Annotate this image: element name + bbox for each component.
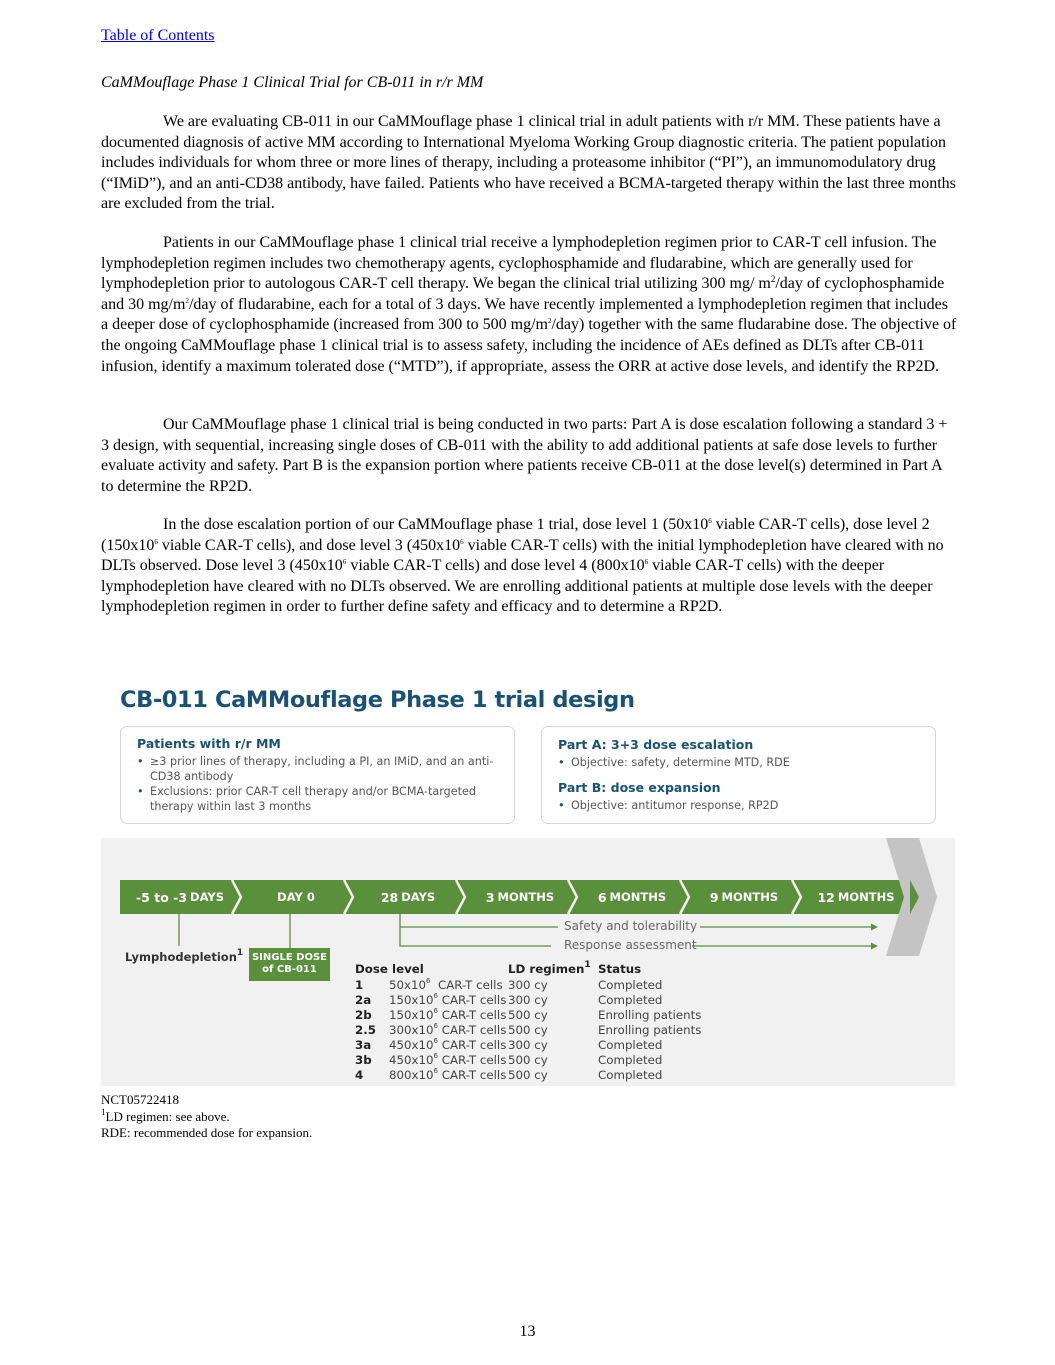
status-cell: Enrolling patients [598,1022,702,1037]
ld-footnote-text: LD regimen: see above. [105,1108,230,1124]
section-heading: CaMMouflage Phase 1 Clinical Trial for CB-011 in r/r MM [101,74,484,91]
paragraph-2-text: /day of fludarabine, each for a total of 3 days. We have recently implemented a lymphodepletion regimen that includes a deeper dose of cyclophosphamide (increased from 300 to 500 mg/m [101,295,948,334]
dose-cells: CAR-T cells [441,1037,507,1052]
patients-heading: Patients with r/r MM [137,736,281,751]
lymphodepletion-label [125,950,243,964]
dose-cell [389,1022,508,1037]
status-header: Status [598,962,642,976]
superscript: 2 [770,274,776,285]
dose-level-header: Dose level [355,962,424,976]
response-label: Response assessment [564,938,697,952]
part-b-bullet: • Objective: antitumor response, RP2D [556,798,926,813]
dose-cells: CAR-T cells [441,992,507,1007]
ld-footnote [101,1106,312,1126]
table-row [355,992,701,1007]
timeline-step [120,880,240,914]
dose-value: 300x10 [389,1022,434,1037]
ld-regimen-cell: 300 cy [508,977,548,992]
paragraph-1-text: We are evaluating CB-011 in our CaMMouflage phase 1 clinical trial in adult patients with r/r MM. These patients have a documented diagnosis of active MM according to International Myeloma Working Group diagnostic criteria. The patient population includes individuals for whom three or more lines of therapy, including a proteasome inhibitor (“PI”), an immunomodulatory drug (“IMiD”), and an anti-CD38 antibody, have failed. Patients who have received a BCMA-targeted therapy within the last three months are excluded from the trial. [101,113,956,213]
dose-level-cell: 4 [355,1067,364,1082]
timeline-step [240,880,352,914]
paragraph-2 [101,233,957,377]
superscript: 6 [433,991,438,1000]
patients-bullet: • Exclusions: prior CAR-T cell therapy and/or BCMA-targeted therapy within last 3 months [135,784,505,814]
table-row [355,977,701,992]
dose-value: 800x10 [389,1067,434,1082]
superscript: 6 [433,1021,438,1030]
single-dose-line: SINGLE DOSE [251,952,328,963]
dose-cells: CAR-T cells [441,1052,507,1067]
superscript: 2 [547,317,552,326]
paragraph-4-text: viable CAR-T cells) and dose level 4 (800x10 [346,557,645,575]
single-dose-badge [249,948,330,981]
superscript: 6 [460,537,464,546]
dose-cells: CAR-T cells [437,977,503,992]
dose-value: 450x10 [389,1052,434,1067]
safety-arrow-head [871,924,878,931]
timeline-step-value: -5 to -3 [135,889,188,905]
timeline-step-value: 12 [817,889,835,905]
timeline-step-value: 3 [485,889,495,905]
dose-value: 150x10 [389,1007,434,1022]
dose-table [355,961,701,1082]
superscript: 1 [584,960,591,970]
single-dose-line: of CB-011 [262,964,317,975]
timeline-step-unit: DAYS [190,890,224,904]
page-number: 13 [519,1323,536,1340]
dose-level-cell: 2b [355,1007,372,1022]
table-row [355,1022,701,1037]
dose-level-cell: 2.5 [355,1022,376,1037]
paragraph-4-text: viable CAR-T cells) with the deeper lymphodepletion have cleared with no DLTs observed. We are enrolling additional patients at multiple dose levels with the deeper lymphodepletion regimen in order to further define safety and efficacy and to determine a RP2D. [101,557,933,616]
part-a-heading: Part A: 3+3 dose escalation [558,737,754,752]
dose-level-cell: 3b [355,1052,372,1067]
trial-design-figure [101,680,955,1086]
table-row [355,1067,701,1082]
timeline-step-value: 6 [597,889,607,905]
ld-regimen-cell: 500 cy [508,1067,548,1082]
dose-cells: CAR-T cells [441,1007,507,1022]
paragraph-4-text: viable CAR-T cells), and dose level 3 (450x10 [157,536,461,554]
ld-regimen-header [508,961,598,977]
timeline-step [800,880,912,914]
dose-value: 450x10 [389,1037,434,1052]
dose-cell [389,1052,508,1067]
response-arrow-head [871,943,878,950]
dose-cells: CAR-T cells [441,1067,507,1082]
table-row [355,1037,701,1052]
status-cell: Completed [598,1037,663,1052]
paragraph-4-text: In the dose escalation portion of our CaMMouflage phase 1 trial, dose level 1 (50x10 [163,516,709,533]
superscript: 6 [644,558,649,567]
ld-regimen-header-text: LD regimen [508,962,585,976]
paragraph-1 [101,112,957,215]
superscript: 6 [433,1006,438,1015]
superscript: 1 [101,1106,106,1117]
dose-level-cell: 3a [355,1037,372,1052]
safety-label: Safety and tolerability [564,919,698,933]
dose-cell [389,992,508,1007]
dose-cell [389,1037,508,1052]
paragraph-3 [101,415,957,497]
paragraph-2-text: Patients in our CaMMouflage phase 1 clinical trial receive a lymphodepletion regimen prior to CAR-T cell infusion. The lymphodepletion regimen includes two chemotherapy agents, cyclophosphamide and fludarabine, which are generally used for lymphodepletion prior to autologous CAR-T cell therapy. We began the clinical trial utilizing 300 mg/ m [101,234,937,293]
paragraph-4-text: viable CAR-T cells) with the initial lymphodepletion have cleared with no DLTs observed. Dose level 3 (450x10 [101,536,944,575]
dose-cells: CAR-T cells [441,1022,507,1037]
table-of-contents-link[interactable]: Table of Contents [101,27,215,44]
nct-number: NCT05722418 [101,1092,179,1107]
ld-regimen-cell: 500 cy [508,1022,548,1037]
ld-regimen-cell: 300 cy [508,992,548,1007]
dose-cell [389,977,508,992]
timeline-step-unit: MONTHS [721,890,779,904]
part-a-bullet: • Objective: safety, determine MTD, RDE [556,755,926,770]
superscript: 6 [433,1066,438,1075]
part-b-heading: Part B: dose expansion [558,780,721,795]
paragraph-2-text: /day of cyclophosphamide and 30 mg/m [101,275,945,313]
rde-footnote: RDE: recommended dose for expansion. [101,1125,313,1140]
status-cell: Completed [598,977,663,992]
superscript: 1 [236,948,244,958]
timeline-step-unit: DAYS [401,890,436,904]
superscript: 6 [433,1051,438,1060]
ld-regimen-cell: 500 cy [508,1007,548,1022]
superscript: 6 [433,1036,438,1045]
timeline-step-value: 9 [709,889,719,905]
response-connector [400,914,551,946]
dose-level-cell: 2a [355,992,372,1007]
status-cell: Enrolling patients [598,1007,702,1022]
superscript: 2 [185,296,189,305]
footnotes [101,1092,312,1142]
superscript: 6 [708,517,712,525]
paragraph-4 [101,515,957,618]
dose-value: 50x10 [389,977,427,992]
dose-table-header [355,961,701,977]
paragraph-3-text: Our CaMMouflage phase 1 clinical trial is being conducted in two parts: Part A is dose escalation following a standard 3 + 3 design, with sequential, increasing single doses of CB-011 with the ability to add additional patients at safe dose levels to further evaluate activity and safety. Part B is the expansion portion where patients receive CB-011 at the dose level(s) determined in Part A to determine the RP2D. [101,416,948,495]
superscript: 6 [342,558,347,567]
lymphodepletion-text: Lymphodepletion [125,950,237,964]
dose-level-cell: 1 [355,977,364,992]
superscript: 6 [426,976,431,985]
status-cell: Completed [598,992,663,1007]
dose-value: 150x10 [389,992,434,1007]
paragraph-2-text: /day) together with the same fludarabine dose. The objective of the ongoing CaMMouflage phase 1 clinical trial is to assess safety, including the incidence of AEs defined as DLTs after CB-011 infusion, identify a maximum tolerated dose (“MTD”), if appropriate, assess the ORR at active dose levels, and identify the RP2D. [101,316,957,375]
status-cell: Completed [598,1052,663,1067]
status-cell: Completed [598,1067,663,1082]
timeline-step [688,880,800,914]
timeline-step [464,880,576,914]
patients-bullet: • ≥3 prior lines of therapy, including a PI, an IMiD, and an anti-CD38 antibody [135,754,505,784]
paragraph-4-text: viable CAR-T cells), dose level 2 (150x10 [101,516,930,554]
timeline-step-unit: MONTHS [837,890,895,904]
table-row [355,1007,701,1022]
dose-cell [389,1007,508,1022]
timeline-step-unit: DAY 0 [277,890,315,904]
ld-regimen-cell: 500 cy [508,1052,548,1067]
superscript: 6 [154,537,158,546]
timeline-step [352,880,464,914]
ld-regimen-cell: 300 cy [508,1037,548,1052]
table-row [355,1052,701,1067]
dose-cell [389,1067,508,1082]
timeline-step-unit: MONTHS [497,890,555,904]
figure-title: CB-011 CaMMouflage Phase 1 trial design [120,687,635,713]
timeline-step [576,880,688,914]
timeline-step-unit: MONTHS [609,890,667,904]
timeline-step-value: 28 [380,889,399,905]
